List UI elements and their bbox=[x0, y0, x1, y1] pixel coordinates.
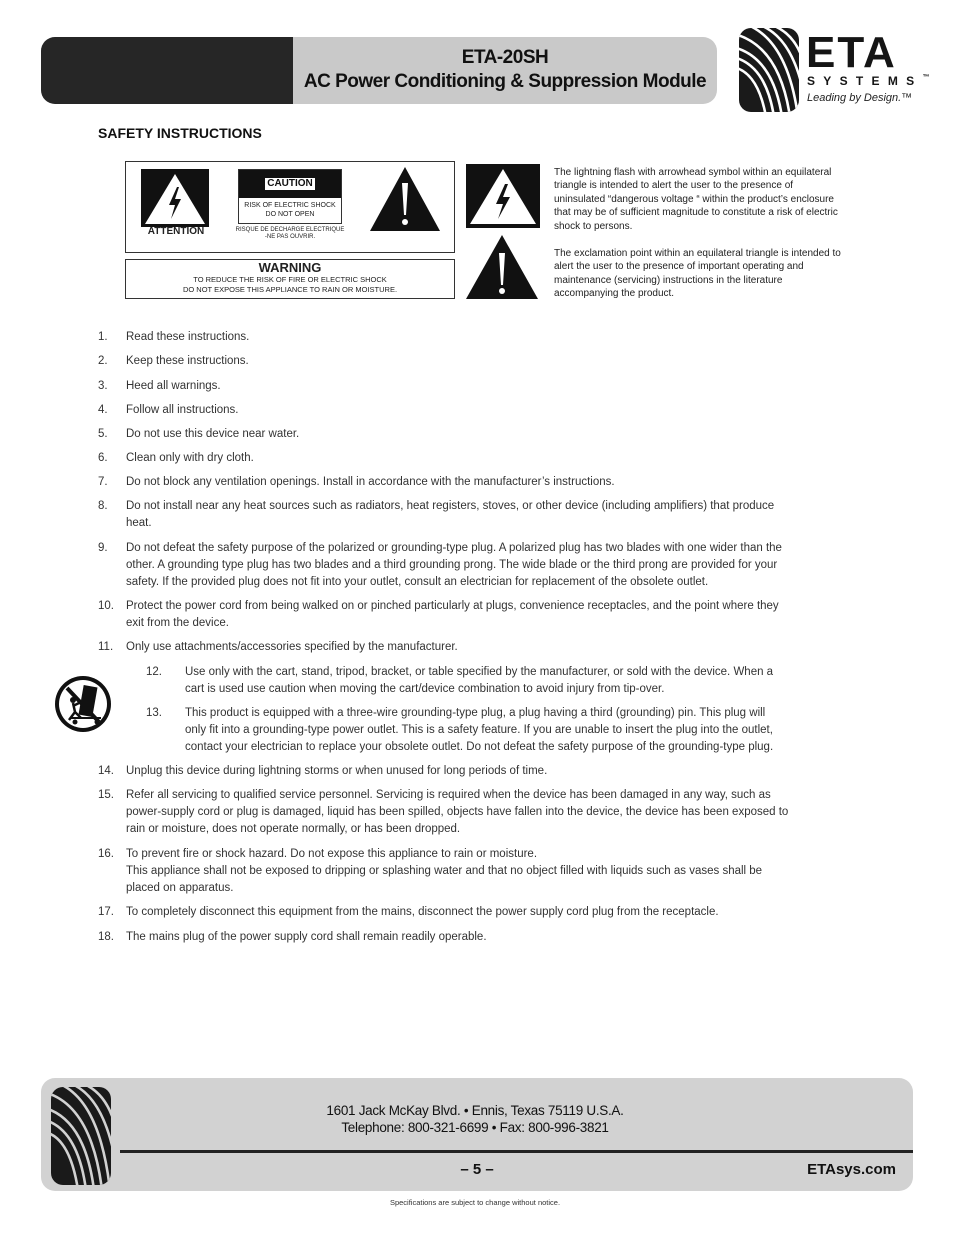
exclamation-symbol-icon bbox=[466, 235, 538, 299]
cart-tipover-warning-icon bbox=[53, 662, 113, 746]
list-item-line: Use only with the cart, stand, tripod, bracket, or table specified by the manufacturer, or sold with the device. When a bbox=[185, 666, 774, 678]
list-item-line: Refer all servicing to qualified service personnel. Servicing is required when the device has been damaged in any way, such as bbox=[126, 789, 771, 801]
address-line: 1601 Jack McKay Blvd. • Ennis, Texas 75119 U.S.A. bbox=[326, 1103, 624, 1118]
list-item-number: 7. bbox=[98, 476, 108, 488]
list-item-text bbox=[126, 426, 299, 443]
exclamation-symbol-description: The exclamation point within an equilateral triangle is intended to alert the user to the presence of important operating and maintenance (servicing) instructions in the literature accompanying the product. bbox=[554, 248, 841, 300]
warning-box bbox=[125, 259, 455, 299]
caution-label-box bbox=[238, 169, 342, 224]
list-item-text bbox=[126, 474, 615, 491]
list-item-text bbox=[126, 450, 254, 467]
website-link[interactable]: ETAsys.com bbox=[807, 1161, 896, 1178]
list-item-line: only fit into a grounding-type power outlet. This is a safety feature. If you are unable to insert the plug into the outlet, bbox=[185, 724, 773, 736]
list-item-number: 14. bbox=[98, 765, 114, 777]
list-item-number: 6. bbox=[98, 452, 108, 464]
warning-line-2: DO NOT EXPOSE THIS APPLIANCE TO RAIN OR MOISTURE. bbox=[182, 285, 398, 294]
list-item-text bbox=[126, 929, 487, 946]
header-dark-block bbox=[41, 37, 293, 104]
list-item-text bbox=[126, 846, 762, 897]
list-item-text bbox=[126, 639, 458, 656]
page-number: – 5 – bbox=[460, 1161, 494, 1178]
company-address bbox=[230, 1102, 720, 1136]
list-item-line: Heed all warnings. bbox=[126, 380, 221, 392]
eta-logo-icon bbox=[738, 27, 800, 113]
list-item-line: The mains plug of the power supply cord shall remain readily operable. bbox=[126, 931, 487, 943]
logo-subtitle bbox=[807, 74, 929, 88]
list-item-text bbox=[126, 402, 238, 419]
lightning-symbol-icon bbox=[466, 164, 540, 228]
list-item-number: 18. bbox=[98, 931, 114, 943]
list-item-text bbox=[126, 378, 221, 395]
caution-line-1: RISK OF ELECTRIC SHOCK bbox=[244, 202, 336, 209]
list-item-line: rain or moisture, does not operate normally, or has been dropped. bbox=[126, 823, 461, 835]
logo-wordmark: ETA bbox=[806, 28, 897, 77]
document-title bbox=[300, 46, 710, 94]
title-line-description: AC Power Conditioning & Suppression Module bbox=[303, 71, 707, 92]
list-item-number: 1. bbox=[98, 331, 108, 343]
list-item-line: heat. bbox=[126, 517, 152, 529]
list-item-line: Do not defeat the safety purpose of the polarized or grounding-type plug. A polarized plug has two blades with one wider than the bbox=[126, 542, 782, 554]
footer-logo-icon bbox=[50, 1086, 112, 1186]
section-title: SAFETY INSTRUCTIONS bbox=[98, 125, 262, 141]
list-item-text bbox=[126, 763, 547, 780]
list-item-line: other. A grounding type plug has two blades and a third grounding prong. The wide blade or the third prong are provided for your bbox=[126, 559, 778, 571]
list-item-number: 11. bbox=[98, 641, 114, 653]
list-item-text bbox=[126, 787, 788, 838]
footer-rule bbox=[120, 1150, 913, 1153]
warning-line-1: TO REDUCE THE RISK OF FIRE OR ELECTRIC SHOCK bbox=[193, 275, 387, 284]
lightning-symbol-description: The lightning flash with arrowhead symbol within an equilateral triangle is intended to alert the user to the presence of uninsulated “dangerous voltage “ within the product’s enclosure that may be of sufficient magnitude to constitute a risk of electric shock to persons. bbox=[554, 167, 838, 232]
list-item-text bbox=[126, 353, 249, 370]
list-item-number: 2. bbox=[98, 355, 108, 367]
list-item-text bbox=[126, 598, 779, 632]
list-item-line: This product is equipped with a three-wire grounding-type plug, a plug having a third (grounding) pin. This plug will bbox=[185, 707, 766, 719]
list-item-line: safety. If the provided plug does not fit into your outlet, consult an electrician for replacement of the obsolete outlet. bbox=[126, 576, 709, 588]
exclamation-warning-icon bbox=[370, 167, 440, 231]
logo-trademark: ™ bbox=[922, 74, 930, 81]
list-item-line: Follow all instructions. bbox=[126, 404, 239, 416]
caution-line-2: DO NOT OPEN bbox=[265, 211, 315, 218]
list-item-line: Do not use this device near water. bbox=[126, 428, 300, 440]
attention-label: ATTENTION bbox=[147, 226, 205, 237]
list-item-line: Do not install near any heat sources such as radiators, heat registers, stoves, or other device (including amplifiers) that produce bbox=[126, 500, 775, 512]
list-item-number: 10. bbox=[98, 600, 114, 612]
lightning-warning-icon bbox=[141, 169, 209, 227]
list-item-number: 4. bbox=[98, 404, 108, 416]
list-item-text bbox=[126, 498, 774, 532]
list-item-line: Protect the power cord from being walked on or pinched particularly at plugs, convenience receptacles, and the point where they bbox=[126, 600, 779, 612]
list-item-line: Do not block any ventilation openings. Install in accordance with the manufacturer’s instructions. bbox=[126, 476, 615, 488]
list-item-number: 9. bbox=[98, 542, 108, 554]
list-item-number: 17. bbox=[98, 906, 114, 918]
phone-line: Telephone: 800-321-6699 • Fax: 800-996-3821 bbox=[341, 1120, 609, 1135]
list-item-number: 3. bbox=[98, 380, 108, 392]
list-item-line: Only use attachments/accessories specified by the manufacturer. bbox=[126, 641, 458, 653]
list-item-line: Clean only with dry cloth. bbox=[126, 452, 254, 464]
list-item-number: 16. bbox=[98, 848, 114, 860]
list-item-text bbox=[126, 540, 782, 591]
list-item-line: power-supply cord or plug is damaged, liquid has been spilled, objects have fallen into the device, the device has been exposed to bbox=[126, 806, 789, 818]
list-item-line: Unplug this device during lightning storms or when unused for long periods of time. bbox=[126, 765, 548, 777]
list-item-number: 8. bbox=[98, 500, 108, 512]
list-item-number: 13. bbox=[146, 707, 162, 719]
list-item-line: To completely disconnect this equipment from the mains, disconnect the power supply cord plug from the receptacle. bbox=[126, 906, 719, 918]
list-item-line: placed on apparatus. bbox=[126, 882, 234, 894]
list-item-line: This appliance shall not be exposed to dripping or splashing water and that no object filled with liquids such as vases shall be bbox=[126, 865, 763, 877]
list-item-number: 12. bbox=[146, 666, 162, 678]
list-item-line: cart is used use caution when moving the cart/device combination to avoid injury from tip-over. bbox=[185, 683, 665, 695]
list-item-line: To prevent fire or shock hazard. Do not expose this appliance to rain or moisture. bbox=[126, 848, 538, 860]
caution-heading: CAUTION bbox=[267, 178, 313, 189]
logo-subtitle-text: SYSTEMS bbox=[807, 74, 923, 88]
title-line-model: ETA-20SH bbox=[461, 47, 549, 68]
list-item-number: 15. bbox=[98, 789, 114, 801]
list-item-text bbox=[185, 664, 773, 698]
list-item-line: exit from the device. bbox=[126, 617, 229, 629]
risque-line-1: RISQUE DE DECHARGE ELECTRIQUE bbox=[235, 227, 345, 233]
list-item-text bbox=[126, 904, 719, 921]
french-caution bbox=[232, 227, 348, 241]
logo-tagline: Leading by Design.™ bbox=[807, 92, 913, 104]
disclaimer-note: Specifications are subject to change without notice. bbox=[389, 1198, 561, 1207]
list-item-number: 5. bbox=[98, 428, 108, 440]
warning-heading: WARNING bbox=[258, 260, 322, 275]
caution-panel bbox=[125, 161, 455, 253]
risque-line-2: -NE PAS OUVRIR. bbox=[264, 234, 316, 240]
list-item-line: contact your electrician to replace your obsolete outlet. Do not defeat the safety purpose of the grounding-type plug. bbox=[185, 741, 774, 753]
list-item-line: Keep these instructions. bbox=[126, 355, 249, 367]
list-item-text bbox=[126, 329, 249, 346]
list-item-line: Read these instructions. bbox=[126, 331, 250, 343]
list-item-text bbox=[185, 705, 773, 756]
